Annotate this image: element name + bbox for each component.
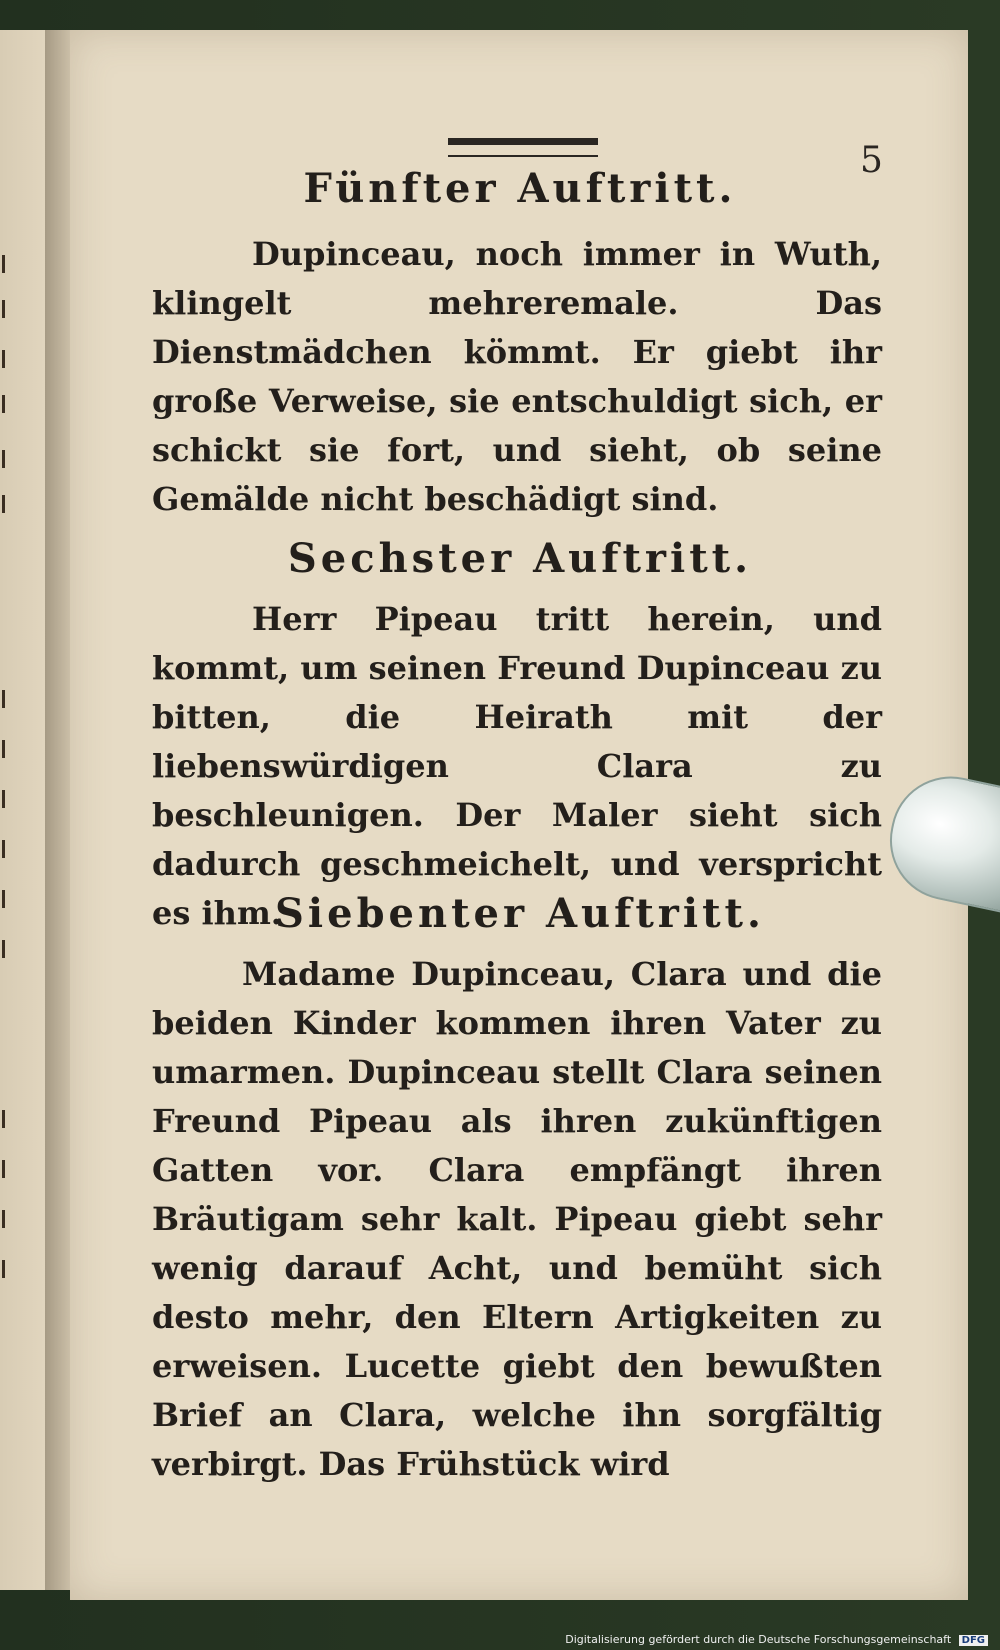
edge-mark (2, 940, 15, 958)
edge-mark (2, 740, 15, 758)
scene-text-5: Dupinceau, noch immer in Wuth, klingelt mehreremale. Das Dienstmädchen kömmt. Er giebt ihr große Verweise, sie entschuldigt sich, er schickt sie fort, und sieht, ob seine Gemälde nicht beschädigt sind. (152, 235, 882, 518)
edge-mark (2, 1110, 15, 1128)
dfg-logo: DFG (959, 1635, 988, 1646)
page-number: 5 (860, 140, 883, 181)
book-page (70, 30, 968, 1600)
scene-text-6: Herr Pipeau tritt herein, und kommt, um seinen Freund Dupinceau zu bitten, die Heirath mit der liebenswürdigen Clara zu beschleunigen. Der Maler sieht sich dadurch geschmeichelt, und verspricht es ihm. (152, 600, 882, 932)
edge-mark (2, 840, 15, 858)
edge-mark (2, 350, 15, 368)
edge-mark (2, 1210, 15, 1228)
edge-mark (2, 395, 15, 413)
digitization-credit (565, 1633, 988, 1646)
credit-text: Digitalisierung gefördert durch die Deutsche Forschungsgemeinschaft (565, 1633, 952, 1646)
edge-mark (2, 450, 15, 468)
edge-mark (2, 300, 15, 318)
edge-mark (2, 1160, 15, 1178)
edge-mark (2, 890, 15, 908)
header-rule (448, 138, 598, 157)
edge-mark (2, 495, 15, 513)
edge-mark (2, 790, 15, 808)
scene-text-7: Madame Dupinceau, Clara und die beiden Kinder kommen ihren Vater zu umarmen. Dupinceau stellt Clara seinen Freund Pipeau als ihren zukünftigen Gatten vor. Clara empfängt ihren Bräutigam sehr kalt. Pipeau giebt sehr wenig darauf Acht, und bemüht sich desto mehr, den Eltern Artigkeiten zu erweisen. Lucette giebt den bewußten Brief an Clara, welche ihn sorgfältig verbirgt. Das Frühstück wird (152, 955, 882, 1483)
scene-heading-7: Siebenter Auftritt. (275, 890, 765, 937)
edge-mark (2, 1260, 15, 1278)
scene-heading-6: Sechster Auftritt. (287, 535, 753, 582)
edge-mark (2, 255, 15, 273)
scene-heading-5: Fünfter Auftritt. (303, 165, 737, 212)
edge-mark (2, 690, 15, 708)
